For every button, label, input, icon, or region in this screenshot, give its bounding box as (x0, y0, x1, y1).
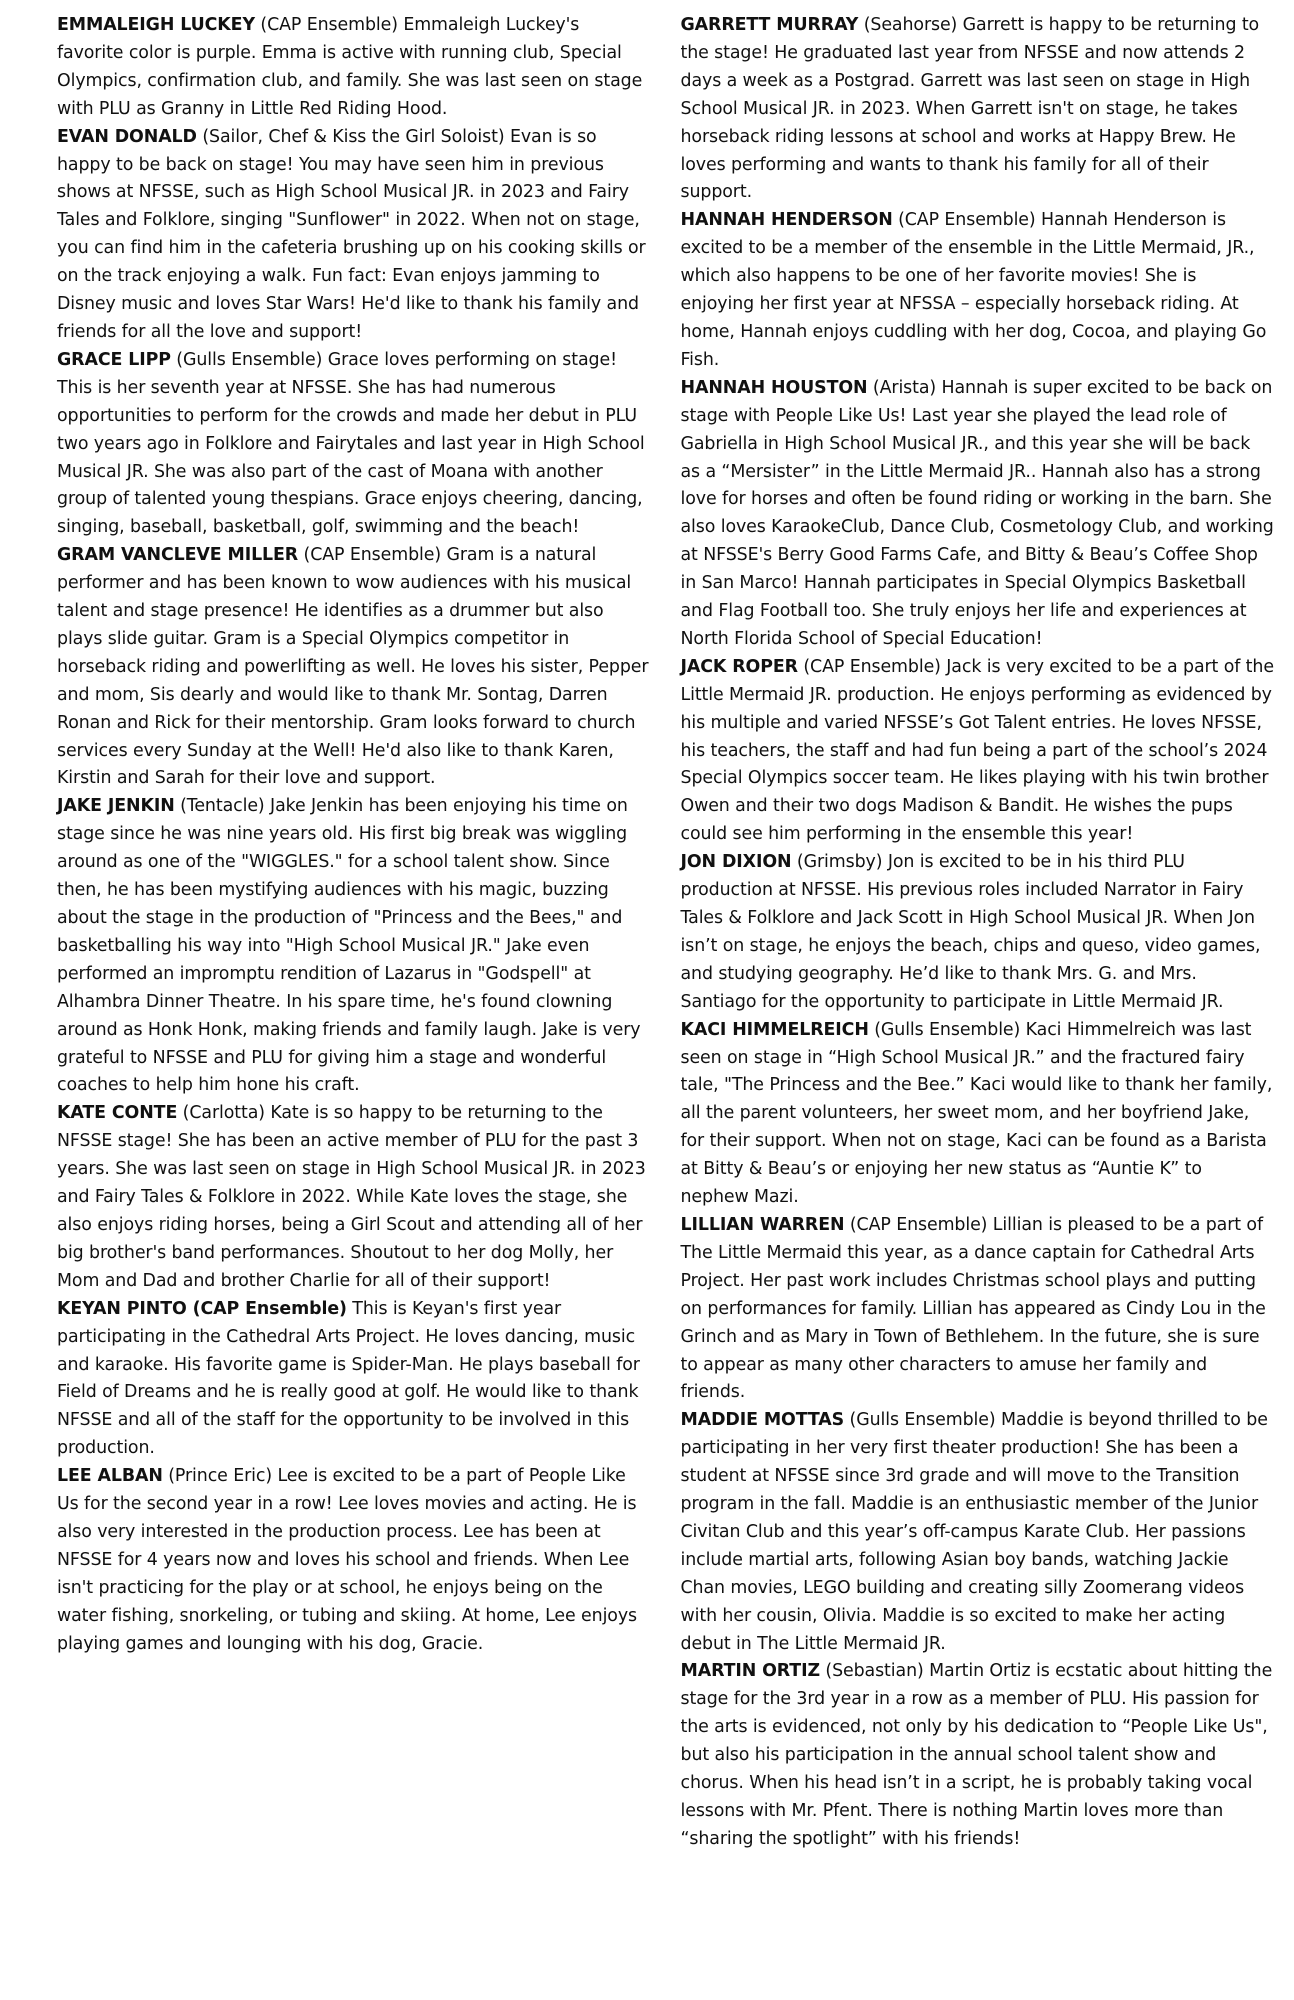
bio-entry (681, 849, 1275, 1016)
bio-text: (Arista) Hannah is super excited to be back on stage with People Like Us! Last year she played the lead role of Gabriella in High School Musical JR., and this year she will be back as a “Mersister” in the Little Mermaid JR.. Hannah also has a strong love for horses and often be found riding or working in the barn. She also loves KaraokeClub, Dance Club, Cosmetology Club, and working at NFSSE's Berry Good Farms Cafe, and Bitty & Beau’s Coffee Shop in San Marco! Hannah participates in Special Olympics Basketball and Flag Football too. She truly enjoys her life and experiences at North Florida School of Special Education! (680, 377, 1274, 649)
right-column (681, 12, 1275, 2000)
bio-name: HANNAH HOUSTON (680, 377, 868, 398)
bio-text: (Prince Eric) Lee is excited to be a part of People Like Us for the second year in a row! Lee loves movies and acting. He is also very interested in the production process. Lee has been at NFSSE for 4 years now and loves his school and friends. When Lee isn't practicing for the play or at school, he enjoys being on the water fishing, snorkeling, or tubing and skiing. At home, Lee enjoys playing games and lounging with his dog, Gracie. (57, 1466, 637, 1654)
bio-text: (Seahorse) Garrett is happy to be returning to the stage! He graduated last year from NFSSE and now attends 2 days a week as a Postgrad. Garrett was last seen on stage in High School Musical JR. in 2023. When Garrett isn't on stage, he takes horseback riding lessons at school and works at Happy Brew. He loves performing and wants to thank his family for all of their support. (680, 15, 1260, 203)
bio-entry (57, 542, 651, 793)
bio-text: (Tentacle) Jake Jenkin has been enjoying his time on stage since he was nine years old. His first big break was wiggling around as one of the "WIGGLES." for a school talent show. Since then, he has been mystifying audiences with his magic, buzzing about the stage in the production of "Princess and the Bees," and basketballing his way into "High School Musical JR." Jake even performed an impromptu rendition of Lazarus in "Godspell" at Alhambra Dinner Theatre. In his spare time, he's found clowning around as Honk Honk, making friends and family laugh. Jake is very grateful to NFSSE and PLU for giving him a stage and wonderful coaches to help him hone his craft. (57, 796, 641, 1096)
bio-entry (681, 207, 1275, 374)
bio-name: LEE ALBAN (57, 1466, 163, 1487)
bio-entry (681, 12, 1275, 207)
bio-entry (681, 1407, 1275, 1658)
bio-entry (681, 654, 1275, 849)
bio-entry (57, 1100, 651, 1295)
bio-entry (57, 1463, 651, 1658)
bio-name: GRAM VANCLEVE MILLER (57, 545, 299, 566)
bio-name: GRACE LIPP (57, 349, 171, 370)
bio-name: MARTIN ORTIZ (680, 1661, 820, 1682)
bio-entry (681, 1017, 1275, 1212)
bio-entry (681, 1212, 1275, 1407)
bio-text: This is Keyan's first year participating in the Cathedral Arts Project. He loves dancing, music and karaoke. His favorite game is Spider-Man. He plays baseball for Field of Dreams and he is really good at golf. He would like to thank NFSSE and all of the staff for the opportunity to be involved in this production. (57, 1298, 640, 1459)
bio-name: HANNAH HENDERSON (680, 210, 893, 231)
bio-entry (681, 375, 1275, 654)
bio-name: KATE CONTE (57, 1103, 178, 1124)
bio-name: JAKE JENKIN (57, 796, 175, 817)
bio-text: (Gulls Ensemble) Grace loves performing on stage! This is her seventh year at NFSSE. She has had numerous opportunities to perform for the crowds and made her debut in PLU two years ago in Folklore and Fairytales and last year in High School Musical JR. She was also part of the cast of Moana with another group of talented young thespians. Grace enjoys cheering, dancing, singing, baseball, basketball, golf, swimming and the beach! (57, 349, 645, 538)
bio-entry (57, 347, 651, 542)
bio-text: (Gulls Ensemble) Maddie is beyond thrilled to be participating in her very first theater production! She has been a student at NFSSE since 3rd grade and will move to the Transition program in the fall. Maddie is an enthusiastic member of the Junior Civitan Club and this year’s off-campus Karate Club. Her passions include martial arts, following Asian boy bands, watching Jackie Chan movies, LEGO building and creating silly Zoomerang videos with her cousin, Olivia. Maddie is so excited to make her acting debut in The Little Mermaid JR. (680, 1410, 1268, 1654)
bio-name: EVAN DONALD (57, 126, 197, 147)
bio-name: KACI HIMMELREICH (680, 1019, 869, 1040)
bio-name: KEYAN PINTO (CAP Ensemble) (57, 1298, 347, 1319)
bio-text: (Gulls Ensemble) Kaci Himmelreich was last seen on stage in “High School Musical JR.” and the fractured fairy tale, "The Princess and the Bee.” Kaci would like to thank her family, all the parent volunteers, her sweet mom, and her boyfriend Jake, for their support. When not on stage, Kaci can be found as a Barista at Bitty & Beau’s or enjoying her new status as “Auntie K” to nephew Mazi. (680, 1019, 1273, 1208)
bio-entry (57, 793, 651, 1100)
bio-text: (CAP Ensemble) Gram is a natural performer and has been known to wow audiences with his musical talent and stage presence! He identifies as a drummer but also plays slide guitar. Gram is a Special Olympics competitor in horseback riding and powerlifting as well. He loves his sister, Pepper and mom, Sis dearly and would like to thank Mr. Sontag, Darren Ronan and Rick for their mentorship. Gram looks forward to church services every Sunday at the Well! He'd also like to thank Karen, Kirstin and Sarah for their love and support. (57, 545, 649, 789)
bio-text: (Grimsby) Jon is excited to be in his third PLU production at NFSSE. His previous roles included Narrator in Fairy Tales & Folklore and Jack Scott in High School Musical JR. When Jon isn’t on stage, he enjoys the beach, chips and queso, video games, and studying geography. He’d like to thank Mrs. G. and Mrs. Santiago for the opportunity to participate in Little Mermaid JR. (680, 852, 1261, 1012)
bio-text: (CAP Ensemble) Lillian is pleased to be a part of The Little Mermaid this year, as a dance captain for Cathedral Arts Project. Her past work includes Christmas school plays and putting on performances for family. Lillian has appeared as Cindy Lou in the Grinch and as Mary in Town of Bethlehem. In the future, she is sure to appear as many other characters to amuse her family and friends. (680, 1214, 1266, 1403)
bio-entry (57, 1296, 651, 1463)
bio-text: (CAP Ensemble) Hannah Henderson is excited to be a member of the ensemble in the Little Mermaid, JR., which also happens to be one of her favorite movies! She is enjoying her first year at NFSSA – especially horseback riding. At home, Hannah enjoys cuddling with her dog, Cocoa, and playing Go Fish. (680, 210, 1267, 370)
bio-text: (Carlotta) Kate is so happy to be returning to the NFSSE stage! She has been an active member of PLU for the past 3 years. She was last seen on stage in High School Musical JR. in 2023 and Fairy Tales & Folklore in 2022. While Kate loves the stage, she also enjoys riding horses, being a Girl Scout and attending all of her big brother's band performances. Shoutout to her dog Molly, her Mom and Dad and brother Charlie for all of their support! (57, 1103, 646, 1291)
bio-text: (CAP Ensemble) Jack is very excited to be a part of the Little Mermaid JR. production. He enjoys performing as evidenced by his multiple and varied NFSSE’s Got Talent entries. He loves NFSSE, his teachers, the staff and had fun being a part of the school’s 2024 Special Olympics soccer team. He likes playing with his twin brother Owen and their two dogs Madison & Bandit. He wishes the pups could see him performing in the ensemble this year! (680, 656, 1274, 845)
bio-text: (CAP Ensemble) Emmaleigh Luckey's favorite color is purple. Emma is active with running club, Special Olympics, confirmation club, and family. She was last seen on stage with PLU as Granny in Little Red Riding Hood. (57, 15, 643, 119)
bio-name: EMMALEIGH LUCKEY (57, 15, 255, 35)
bio-entry (57, 124, 651, 347)
bio-name: JACK ROPER (680, 656, 798, 677)
bio-entry (681, 1658, 1275, 1853)
bio-entry (57, 12, 651, 124)
bio-name: LILLIAN WARREN (680, 1214, 845, 1235)
bio-text: (Sebastian) Martin Ortiz is ecstatic about hitting the stage for the 3rd year in a row as a member of PLU. His passion for the arts is evidenced, not only by his dedication to “People Like Us", but also his participation in the annual school talent show and chorus. When his head isn’t in a script, he is probably taking vocal lessons with Mr. Pfent. There is nothing Martin loves more than “sharing the spotlight” with his friends! (680, 1661, 1273, 1849)
bio-name: GARRETT MURRAY (680, 15, 859, 35)
bio-name: JON DIXION (680, 852, 792, 873)
bio-text: (Sailor, Chef & Kiss the Girl Soloist) Evan is so happy to be back on stage! You may have seen him in previous shows at NFSSE, such as High School Musical JR. in 2023 and Fairy Tales and Folklore, singing "Sunflower" in 2022. When not on stage, you can find him in the cafeteria brushing up on his cooking skills or on the track enjoying a walk. Fun fact: Evan enjoys jamming to Disney music and loves Star Wars! He'd like to thank his family and friends for all the love and support! (57, 126, 646, 342)
left-column (57, 12, 651, 2000)
bio-name: MADDIE MOTTAS (680, 1410, 845, 1431)
